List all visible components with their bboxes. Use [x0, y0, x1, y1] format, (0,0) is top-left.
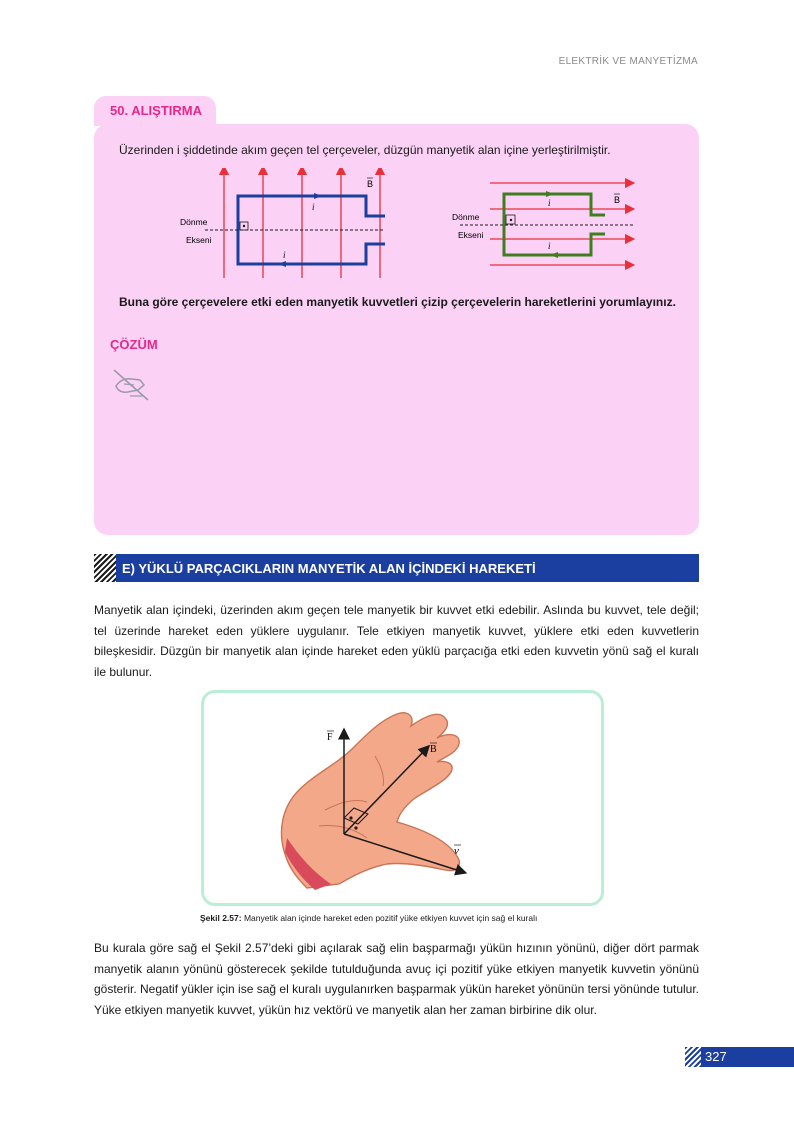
right-current-label-bottom: i: [548, 241, 551, 251]
caption-number: Şekil 2.57:: [200, 913, 242, 923]
section-hatch: [94, 554, 116, 582]
right-current-label-top: i: [548, 198, 551, 208]
right-axis-label-1: Dönme: [452, 212, 480, 222]
page-number-hatch: [685, 1047, 701, 1067]
frames-figure: [180, 168, 650, 278]
exercise-intro: Üzerinden i şiddetinde akım geçen tel çerçeveler, düzgün manyetik alan içine yerleştirilmiştir.: [119, 143, 611, 157]
left-field-label: B: [367, 179, 374, 189]
right-field-label: B: [614, 195, 621, 205]
left-current-label-top: i: [312, 202, 315, 212]
left-current-label-bottom: i: [283, 250, 286, 260]
paragraph-intro: Manyetik alan içindeki, üzerinden akım geçen tele manyetik bir kuvvet etki edebilir. Aslında bu kuvvet, tele değil; tel üzerinde hareket eden yüklere uygulanır. Tele etkiyen manyetik kuvvet, yüklere etki eden kuvvetlerin bileşkesidir. Düzgün bir manyetik alan içinde hareket eden yüklü parçacığa etki eden kuvvetin yönü sağ el kuralı ile bulunur.: [94, 603, 699, 679]
left-axis-label-2: Ekseni: [186, 235, 212, 245]
section-title: E) YÜKLÜ PARÇACIKLARIN MANYETİK ALAN İÇİNDEKİ HAREKETİ: [122, 561, 536, 576]
figure-caption: [200, 913, 537, 923]
hand-illustration: [281, 713, 459, 890]
page-number: 327: [705, 1049, 727, 1064]
left-axis-label-1: Dönme: [180, 217, 208, 227]
velocity-label: v: [454, 845, 459, 857]
field-vector-label: B: [430, 744, 437, 755]
running-header: ELEKTRİK VE MANYETİZMA: [558, 56, 698, 67]
force-label: F: [327, 732, 333, 743]
exercise-title: 50. ALIŞTIRMA: [110, 103, 202, 118]
right-axis-label-2: Ekseni: [458, 230, 484, 240]
right-wire-frame: [504, 194, 605, 255]
right-hand-rule-figure: [255, 706, 540, 896]
caption-text: Manyetik alan içinde hareket eden pozitif yüke etkiyen kuvvet için sağ el kuralı: [241, 913, 538, 923]
paragraph-rule: Bu kurala göre sağ el Şekil 2.57’deki gibi açılarak sağ elin başparmağı yükün hızının yönünü, diğer dört parmak manyetik alanın yönünü gösterecek şekilde tutulduğunda avuç içi pozitif yüke etkiyen manyetik kuvvetin yönünü gösterir. Negatif yükler için ise sağ el kuralı uygulanırken başparmak yükün hareket yönünün tersi yönünde tutulur. Yüke etkiyen manyetik kuvvet, yükün hız vektörü ve manyetik alan her zaman birbirine dik olur.: [94, 941, 700, 1017]
left-field-lines: [224, 170, 380, 278]
pencil-writing-icon: [110, 366, 152, 404]
exercise-question: Buna göre çerçevelere etki eden manyetik kuvvetleri çizip çerçevelerin hareketlerini yorumlayınız.: [119, 295, 676, 309]
solution-label: ÇÖZÜM: [110, 337, 158, 352]
